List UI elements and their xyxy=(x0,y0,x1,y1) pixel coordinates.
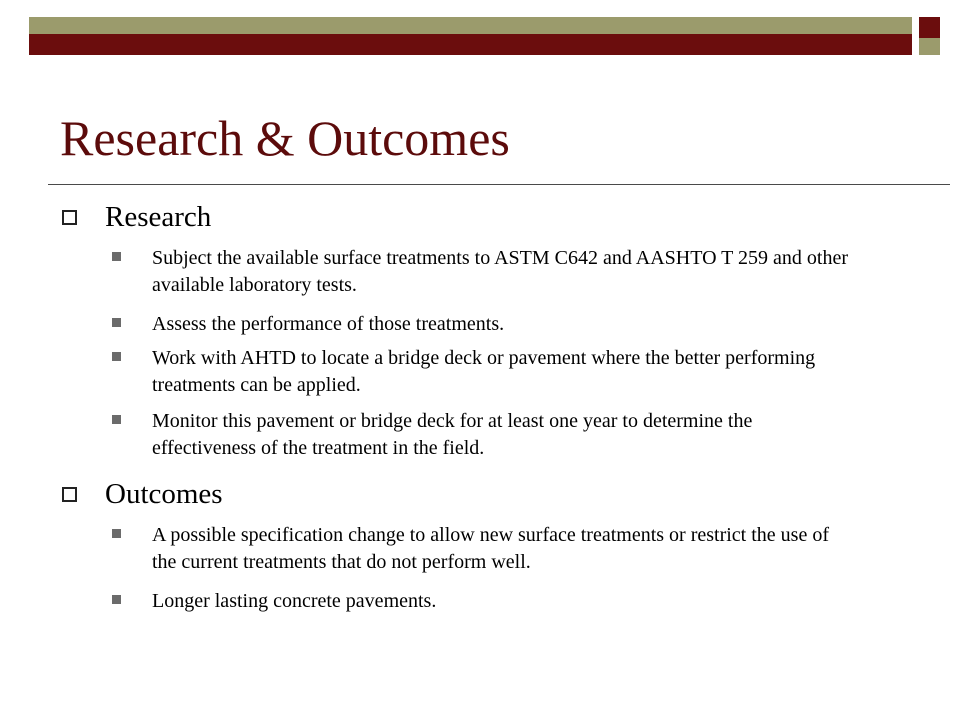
section-research xyxy=(62,200,922,459)
bullet-text: A possible specification change to allow new surface treatments or restrict the use of the current treatments that do not perform well. xyxy=(152,524,829,573)
section-heading-row xyxy=(62,477,922,511)
corner-square-olive xyxy=(919,38,940,55)
bullet-text: Longer lasting concrete pavements. xyxy=(152,590,437,612)
square-bullet-icon xyxy=(112,318,121,327)
hollow-square-bullet-icon xyxy=(62,210,77,225)
slide-title: Research & Outcomes xyxy=(60,110,510,166)
bullet-text: Subject the available surface treatments to ASTM C642 and AASHTO T 259 and other available laboratory tests. xyxy=(152,247,848,296)
list-item xyxy=(62,408,922,462)
section-heading: Outcomes xyxy=(105,478,223,510)
title-divider xyxy=(48,184,950,185)
square-bullet-icon xyxy=(112,595,121,604)
list-item xyxy=(62,245,922,299)
square-bullet-icon xyxy=(112,415,121,424)
hollow-square-bullet-icon xyxy=(62,487,77,502)
section-heading-row xyxy=(62,200,922,234)
bullet-text: Work with AHTD to locate a bridge deck or pavement where the better performing treatments can be applied. xyxy=(152,347,816,396)
bullet-text: Assess the performance of those treatments. xyxy=(152,313,505,335)
top-band-red xyxy=(29,34,912,55)
list-item xyxy=(62,588,922,615)
square-bullet-icon xyxy=(112,252,121,261)
list-item xyxy=(62,345,922,399)
section-outcomes xyxy=(62,477,922,612)
bullet-text: Monitor this pavement or bridge deck for at least one year to determine the effectiveness of the treatment in the field. xyxy=(152,410,753,459)
corner-square-red xyxy=(919,17,940,38)
square-bullet-icon xyxy=(112,529,121,538)
square-bullet-icon xyxy=(112,352,121,361)
list-item xyxy=(62,522,922,576)
list-item xyxy=(62,311,922,338)
section-heading: Research xyxy=(105,201,212,233)
top-band-olive xyxy=(29,17,912,34)
